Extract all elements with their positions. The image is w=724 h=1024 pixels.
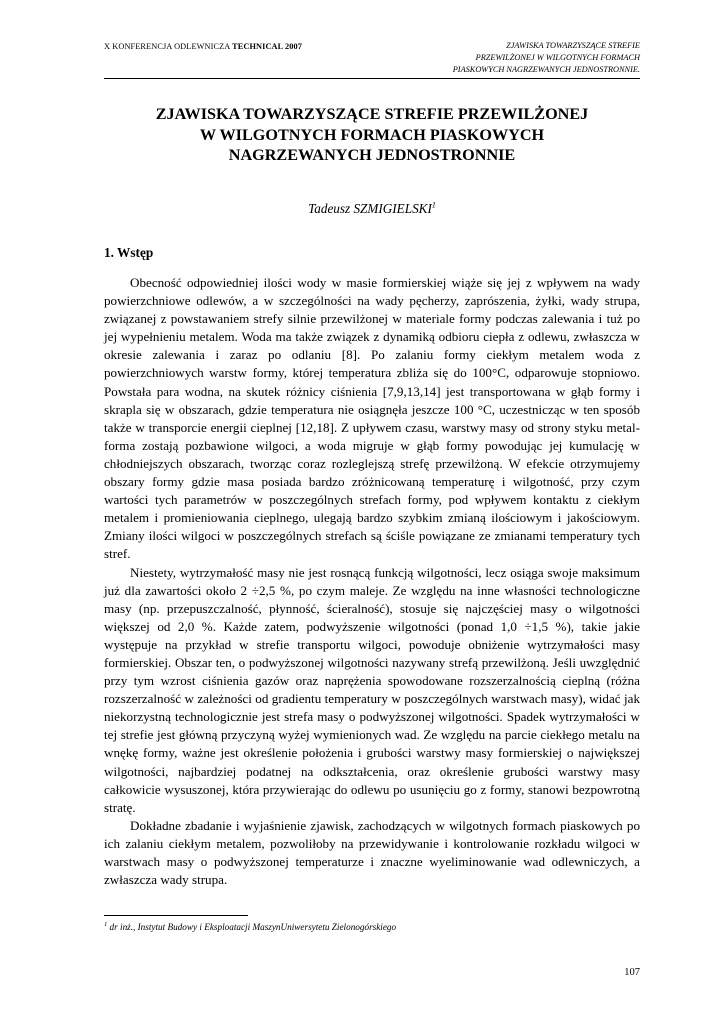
title-line: ZJAWISKA TOWARZYSZĄCE STREFIE PRZEWILŻONEJ: [155, 105, 589, 123]
paragraph: Obecność odpowiedniej ilości wody w masie formierskiej wiąże się jej z wpływem na wady powierzchniowe odlewów, a w szczególności na wady pęcherzy, zaprószenia, żyłki, wady strupa, związanej z powstawaniem strefy silnie przewilżonej w materiale formy podczas zalewania i tuż po jej wypełnieniu metalem. Woda ma także związek z dynamiką odbioru ciepła z odlewu, zwłaszcza w okresie zalewania i zaraz po odlaniu [8]. Po zalaniu formy ciekłym metalem woda z powierzchniowych warstw formy, której temperatura zbliża się do 100°C, odparowuje stopniowo. Powstała para wodna, na skutek różnicy ciśnienia [7,9,13,14] jest transportowana w głąb formy i skrapla się w obszarach, gdzie temperatura nie osiągnęła jeszcze 100 °C, uczestnicząc w ten sposób także w transporcie energii cieplnej [12,18]. Z upływem czasu, warstwy masy od strony styku metal-forma zostają pozbawione wilgoci, a woda migruje w głąb formy powodując jej kumulację w chłodniejszych obszarach, tworząc coraz rozleglejszą strefę przewilżoną. W efekcie otrzymujemy obszary formy gdzie masa posiada bardzo zróżnicowaną temperaturę i wilgotność, przy czym wartości tych parametrów w poszczególnych strefach formy, pod wpływem kontaktu z ciekłym metalem i promieniowania cieplnego, ulegają bardzo szybkim zmianą ilościowym i jakościowym. Zmiany ilości wilgoci w poszczególnych strefach są ściśle powiązane ze zmianami temperatury tych stref.: [104, 275, 640, 562]
footnote-mark: 1: [104, 920, 108, 928]
author-footnote-mark: 1: [431, 200, 436, 210]
author-name: Tadeusz SZMIGIELSKI: [308, 201, 432, 216]
paragraph: Niestety, wytrzymałość masy nie jest rosnącą funkcją wilgotności, lecz osiąga swoje maksimum już dla zawartości około 2 ÷2,5 %, po czym maleje. Ze względu na inne własności technologiczne masy (np. przepuszczalność, płynność, ścieralność), stosuje się najczęściej masy o wilgotności większej od 2,0 %. Każde zatem, podwyższenie wilgotności (ponad 1,0 ÷1,5 %), takie jakie występuje na przykład w strefie transportu wilgoci, powoduje obniżenie wytrzymałości masy formierskiej. Obszar ten, o podwyższonej wilgotności nazywany strefą przewilżoną. Jeśli uwzględnić przy tym wzrost ciśnienia gazów oraz naprężenia spowodowane rozszerzalnością cieplną (różna rozszerzalność w zależności od gradientu temperatury w poszczególnych warstwach masy), widać jak niekorzystną technologicznie jest strefa masy o podwyższonej wilgotności. Spadek wytrzymałości w tej strefie jest główną przyczyną wyżej wymienionych wad. Ze względu na parcie ciekłego metalu na wnękę formy, ważne jest określenie położenia i grubości warstwy masy formierskiej o największej wilgotności, najbardziej podatnej na odkształcenia, oraz określenie grubości warstwy masy całkowicie wysuszonej, która przywierając do odlewu po usunięciu go z formy, stanowi bezpowrotną stratę.: [104, 564, 640, 815]
footnote-text: dr inż., Instytut Budowy i Eksploatacji MaszynUniwersytetu Zielonogórskiego: [107, 922, 397, 932]
paragraph: Dokładne zbadanie i wyjaśnienie zjawisk, zachodzących w wilgotnych formach piaskowych po ich zalaniu ciekłym metalem, pozwoliłoby na przewidywanie i kontrolowanie rozkładu wilgoci w warstwach masy o podwyższonej temperaturze i znaczne wyeliminowanie wad odlewniczych, a zwłaszcza wady strupa.: [104, 817, 640, 888]
page-number: 107: [624, 967, 640, 978]
section-heading: 1. Wstęp: [104, 245, 154, 260]
author-line: [104, 201, 640, 217]
body-text: [104, 274, 640, 889]
footnote: [104, 922, 396, 932]
header-divider: [104, 78, 640, 79]
title-line: NAGRZEWANYCH JEDNOSTRONNIE: [228, 146, 516, 165]
running-header-line: PIASKOWYCH NAGRZEWANYCH JEDNOSTRONNIE.: [452, 65, 640, 74]
running-header-right: [453, 40, 640, 76]
paper-title: [104, 104, 640, 166]
footnote-divider: [104, 915, 248, 916]
title-line: W WILGOTNYCH FORMACH PIASKOWYCH: [199, 125, 545, 144]
conference-name: X KONFERENCJA ODLEWNICZA: [104, 42, 233, 51]
running-header-line: ZJAWISKA TOWARZYSZĄCE STREFIE: [506, 41, 640, 50]
running-header-left: [104, 42, 302, 51]
conference-edition: TECHNICAL 2007: [232, 42, 302, 51]
running-header-line: PRZEWILŻONEJ W WILGOTNYCH FORMACH: [475, 53, 640, 62]
